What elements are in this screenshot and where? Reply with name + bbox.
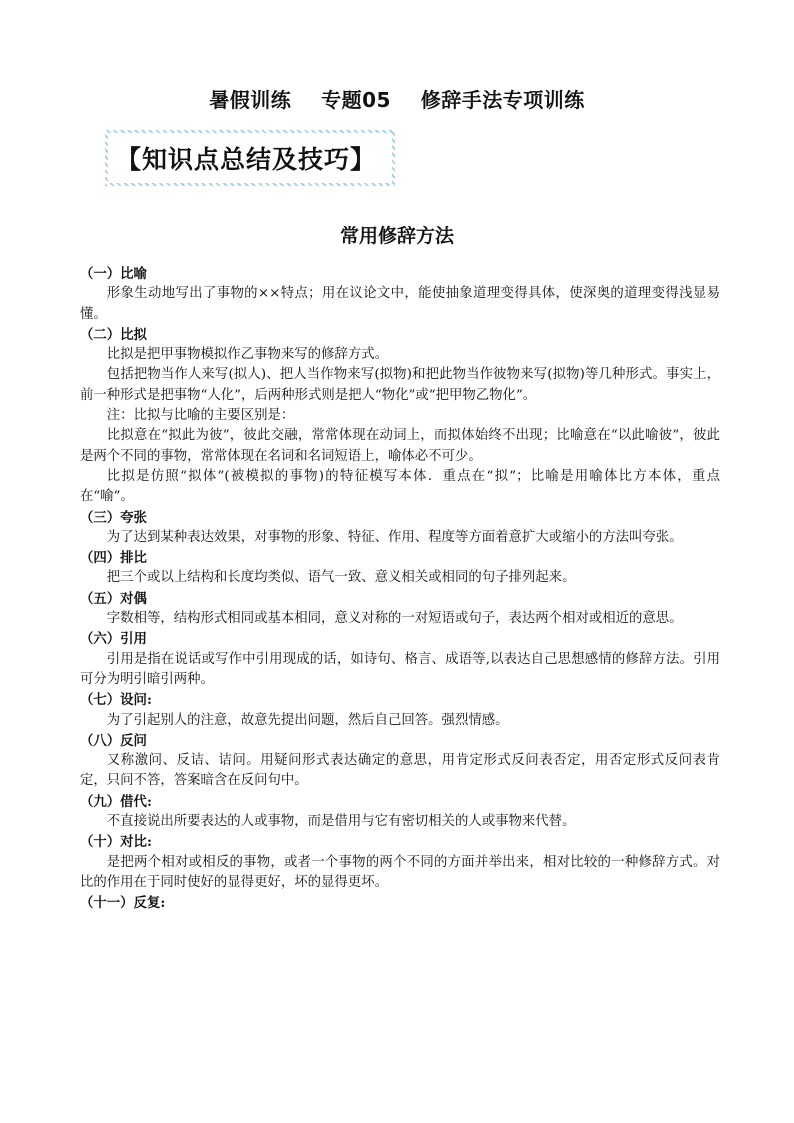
section-paragraph: 为了引起别人的注意，故意先提出问题，然后自己回答。强烈情感。 bbox=[106, 712, 509, 728]
section-heading: （四）排比 bbox=[80, 550, 147, 567]
rhetoric-section bbox=[80, 690, 720, 731]
rhetoric-section bbox=[80, 832, 720, 893]
section-paragraph: 把三个或以上结构和长度均类似、语气一致、意义相关或相同的句子排列起来。 bbox=[106, 570, 576, 586]
rhetoric-section bbox=[80, 548, 720, 589]
rhetoric-section bbox=[80, 325, 720, 508]
knowledge-banner bbox=[105, 130, 395, 186]
banner-label: 【知识点总结及技巧】 bbox=[108, 133, 392, 183]
section-heading: （十一）反复: bbox=[80, 895, 166, 912]
rhetoric-section bbox=[80, 264, 720, 325]
section-paragraph: 包括把物当作人来写(拟人)、把人当作物来写(拟物)和把此物当作彼物来写(拟物)等几种形式。事实上，前一种形式是把事物“人化”，后两种形式则是把人“物化”或“把甲物乙物化”。 bbox=[80, 367, 720, 403]
section-paragraph: 比拟是仿照“拟体”(被模拟的事物)的特征模写本体．重点在“拟”；比喻是用喻体比方本体，重点在“喻”。 bbox=[80, 468, 720, 505]
section-heading: （五）对偶 bbox=[80, 590, 147, 607]
section-paragraph: 是把两个相对或相反的事物，或者一个事物的两个不同的方面并举出来，相对比较的一种修辞方式。对比的作用在于同时使好的显得更好，坏的显得更坏。 bbox=[80, 854, 720, 890]
section-paragraph: 形象生动地写出了事物的××特点；用在议论文中，能使抽象道理变得具体，使深奥的道理变得浅显易懂。 bbox=[80, 286, 720, 322]
rhetoric-section bbox=[80, 508, 720, 549]
section-paragraph: 比拟是把甲事物模拟作乙事物来写的修辞方式。 bbox=[106, 347, 388, 363]
rhetoric-section bbox=[80, 893, 720, 913]
rhetoric-section bbox=[80, 731, 720, 792]
section-paragraph: 又称激问、反诘、诘问。用疑问形式表达确定的意思，用肯定形式反问表否定，用否定形式反问表肯定，只问不答，答案暗含在反问句中。 bbox=[80, 753, 720, 789]
section-paragraph: 比拟意在“拟此为彼”，彼此交融，常常体现在动词上，而拟体始终不出现；比喻意在“以此喻彼”，彼此是两个不同的事物，常常体现在名词和名词短语上，喻体必不可少。 bbox=[80, 428, 720, 464]
rhetoric-section bbox=[80, 792, 720, 833]
document-title: 暑假训练 专题05 修辞手法专项训练 bbox=[209, 88, 585, 112]
section-heading: （九）借代: bbox=[80, 793, 152, 810]
section-heading: （一）比喻 bbox=[80, 266, 147, 282]
section-heading: （六）引用 bbox=[80, 631, 147, 648]
section-subtitle: 常用修辞方法 bbox=[339, 225, 454, 247]
section-heading: （七）设问: bbox=[80, 692, 152, 709]
rhetoric-section bbox=[80, 629, 720, 690]
section-heading: （八）反问 bbox=[80, 732, 147, 749]
section-paragraph: 引用是指在说话或写作中引用现成的话，如诗句、格言、成语等,以表达自己思想感情的修辞方法。引用可分为明引暗引两种。 bbox=[80, 651, 720, 687]
section-paragraph: 字数相等，结构形式相同或基本相同，意义对称的一对短语或句子，表达两个相对或相近的意思。 bbox=[106, 611, 683, 627]
rhetoric-list bbox=[80, 264, 720, 914]
section-paragraph: 不直接说出所要表达的人或事物，而是借用与它有密切相关的人或事物来代替。 bbox=[106, 814, 576, 830]
section-heading: （三）夸张 bbox=[80, 509, 147, 526]
section-paragraph: 注：比拟与比喻的主要区别是： bbox=[106, 408, 295, 424]
section-heading: （十）对比: bbox=[80, 834, 152, 851]
section-paragraph: 为了达到某种表达效果，对事物的形象、特征、作用、程度等方面着意扩大或缩小的方法叫夸张。 bbox=[106, 529, 683, 545]
rhetoric-section bbox=[80, 589, 720, 630]
section-heading: （二）比拟 bbox=[80, 326, 147, 343]
